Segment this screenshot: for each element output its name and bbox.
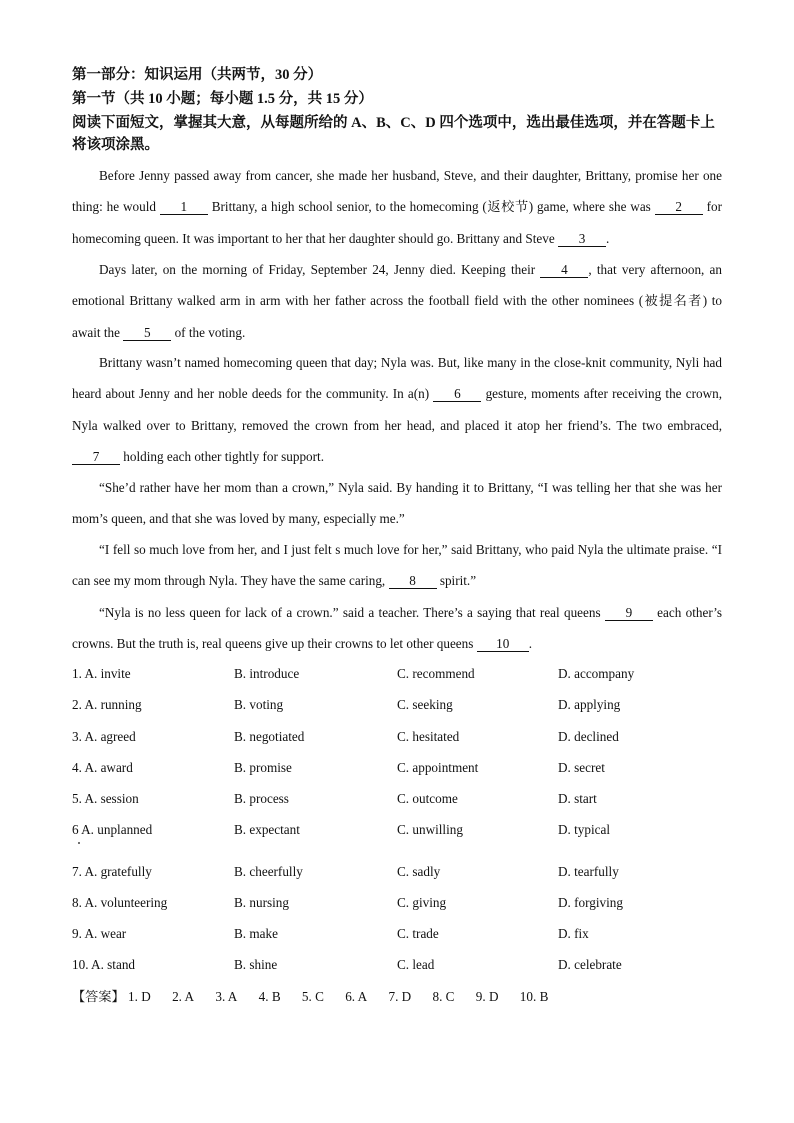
passage-text: “I fell so much love from her, and I just felt s much love for her,” said Brittany, who paid Nyla the ultimate praise. “I can see my mom through Nyla. They have the same caring,	[72, 542, 722, 589]
passage-paragraph-4	[72, 472, 722, 535]
answer-tag: 【答案】	[72, 989, 125, 1004]
option-row-6	[72, 820, 722, 840]
option-a: 4. A. award	[72, 760, 133, 775]
blank-7: 7	[72, 450, 120, 465]
passage-text: gesture, moments after receiving the crown, Nyla walked over to Brittany, removed the crown from her head, and placed it atop her friend’s. The two embraced,	[72, 386, 722, 433]
blank-5: 5	[123, 326, 171, 341]
option-c: C. hesitated	[397, 729, 460, 744]
blank-1: 1	[160, 200, 208, 215]
passage-text: Days later, on the morning of Friday, September 24, Jenny died. Keeping their	[99, 262, 541, 277]
option-a: 7. A. gratefully	[72, 864, 152, 879]
blank-3: 3	[558, 232, 606, 247]
instruction-heading: 阅读下面短文，掌握其大意，从每题所给的 A、B、C、D 四个选项中，选出最佳选项，并在答题卡上将该项涂黑。	[72, 115, 715, 153]
part-heading: 第一部分：知识运用（共两节，30 分）	[72, 67, 323, 83]
answer-item: 4. B	[258, 989, 281, 1004]
blank-2: 2	[655, 200, 703, 215]
passage-text: each other’s crowns. But the truth is, real queens give up their crowns to let other queens	[72, 605, 722, 652]
stray-dot-mark	[78, 842, 80, 844]
option-b: B. make	[234, 926, 278, 941]
option-b: B. voting	[234, 697, 284, 712]
passage-text: spirit.”	[436, 573, 477, 589]
passage-paragraph-1	[72, 160, 722, 254]
option-b: B. promise	[234, 760, 292, 775]
option-b: B. introduce	[234, 666, 300, 681]
blank-6: 6	[433, 387, 481, 402]
option-a: 10. A. stand	[72, 957, 136, 972]
option-b: B. nursing	[234, 895, 289, 910]
answer-item: 5. C	[301, 989, 324, 1004]
option-a: 8. A. volunteering	[72, 895, 168, 910]
blank-10: 10	[477, 637, 529, 652]
passage-text: holding each other tightly for support.	[120, 448, 325, 464]
option-a: 2. A. running	[72, 697, 142, 712]
option-b: B. cheerfully	[234, 864, 303, 879]
option-row-10	[72, 955, 722, 975]
passage-text: Before Jenny passed away from cancer, she made her husband, Steve, and their daughter, Brittany, promise her one thing: he would	[72, 168, 722, 215]
answer-item: 8. C	[432, 989, 455, 1004]
option-a: 9. A. wear	[72, 926, 127, 941]
passage-text: Brittany, a high school senior, to the homecoming (返校节) game, where she was	[207, 199, 655, 215]
answer-key	[72, 987, 566, 1007]
passage-paragraph-6	[72, 597, 722, 660]
option-c: C. sadly	[397, 864, 441, 879]
option-d: D. typical	[558, 822, 611, 837]
option-d: D. applying	[558, 697, 621, 712]
passage-paragraph-2	[72, 254, 722, 348]
option-a: 1. A. invite	[72, 666, 131, 681]
option-row-3	[72, 727, 722, 747]
option-row-8	[72, 893, 722, 913]
answer-item: 2. A	[172, 989, 195, 1004]
blank-4: 4	[540, 263, 588, 278]
answer-item: 6. A	[345, 989, 368, 1004]
option-d: D. celebrate	[558, 957, 622, 972]
option-d: D. declined	[558, 729, 619, 744]
option-d: D. forgiving	[558, 895, 623, 910]
passage-text: .	[606, 230, 610, 246]
option-row-7	[72, 862, 722, 882]
passage-text: , that very afternoon, an emotional Brittany walked arm in arm with her father across the football field with the other nominees (被提名者) to await the	[72, 262, 722, 340]
option-b: B. shine	[234, 957, 278, 972]
option-d: D. tearfully	[558, 864, 619, 879]
passage-paragraph-5	[72, 534, 722, 597]
option-c: C. lead	[397, 957, 435, 972]
option-d: D. accompany	[558, 666, 635, 681]
passage-text: for homecoming queen. It was important to her that her daughter should go. Brittany and Steve	[72, 199, 722, 246]
section-heading: 第一节（共 10 小题；每小题 1.5 分，共 15 分）	[72, 91, 373, 107]
passage-text: “She’d rather have her mom than a crown,” Nyla said. By handing it to Brittany, “I was telling her that she was her mom’s queen, and that she was loved by many, especially me.”	[72, 480, 722, 527]
blank-8: 8	[389, 574, 437, 589]
option-c: C. outcome	[397, 791, 458, 806]
answer-item: 7. D	[388, 989, 412, 1004]
option-b: B. negotiated	[234, 729, 305, 744]
option-c: C. recommend	[397, 666, 475, 681]
passage-text: .	[528, 636, 532, 652]
answer-item: 9. D	[475, 989, 499, 1004]
option-a: 3. A. agreed	[72, 729, 136, 744]
answer-item: 10. B	[519, 989, 549, 1004]
option-row-2	[72, 695, 722, 715]
option-c: C. trade	[397, 926, 439, 941]
option-c: C. seeking	[397, 697, 453, 712]
option-row-4	[72, 758, 722, 778]
option-c: C. unwilling	[397, 822, 463, 837]
option-c: C. giving	[397, 895, 447, 910]
option-row-5	[72, 789, 722, 809]
option-d: D. start	[558, 791, 597, 806]
answer-item: 1. D	[128, 989, 151, 1004]
blank-9: 9	[605, 606, 653, 621]
answer-item: 3. A	[215, 989, 238, 1004]
passage-text: of the voting.	[171, 324, 246, 340]
option-row-1	[72, 664, 722, 684]
option-a: 6 A. unplanned	[72, 822, 153, 837]
passage-text: “Nyla is no less queen for lack of a crown.” said a teacher. There’s a saying that real queens	[99, 605, 605, 620]
passage-text: Brittany wasn’t named homecoming queen that day; Nyla was. But, like many in the close-knit community, Nyli had heard about Jenny and her noble deeds for the community. In a(n)	[72, 355, 722, 402]
option-d: D. fix	[558, 926, 589, 941]
passage-paragraph-3	[72, 347, 722, 472]
option-c: C. appointment	[397, 760, 479, 775]
option-d: D. secret	[558, 760, 605, 775]
option-b: B. process	[234, 791, 289, 806]
option-b: B. expectant	[234, 822, 300, 837]
option-a: 5. A. session	[72, 791, 139, 806]
option-row-9	[72, 924, 722, 944]
